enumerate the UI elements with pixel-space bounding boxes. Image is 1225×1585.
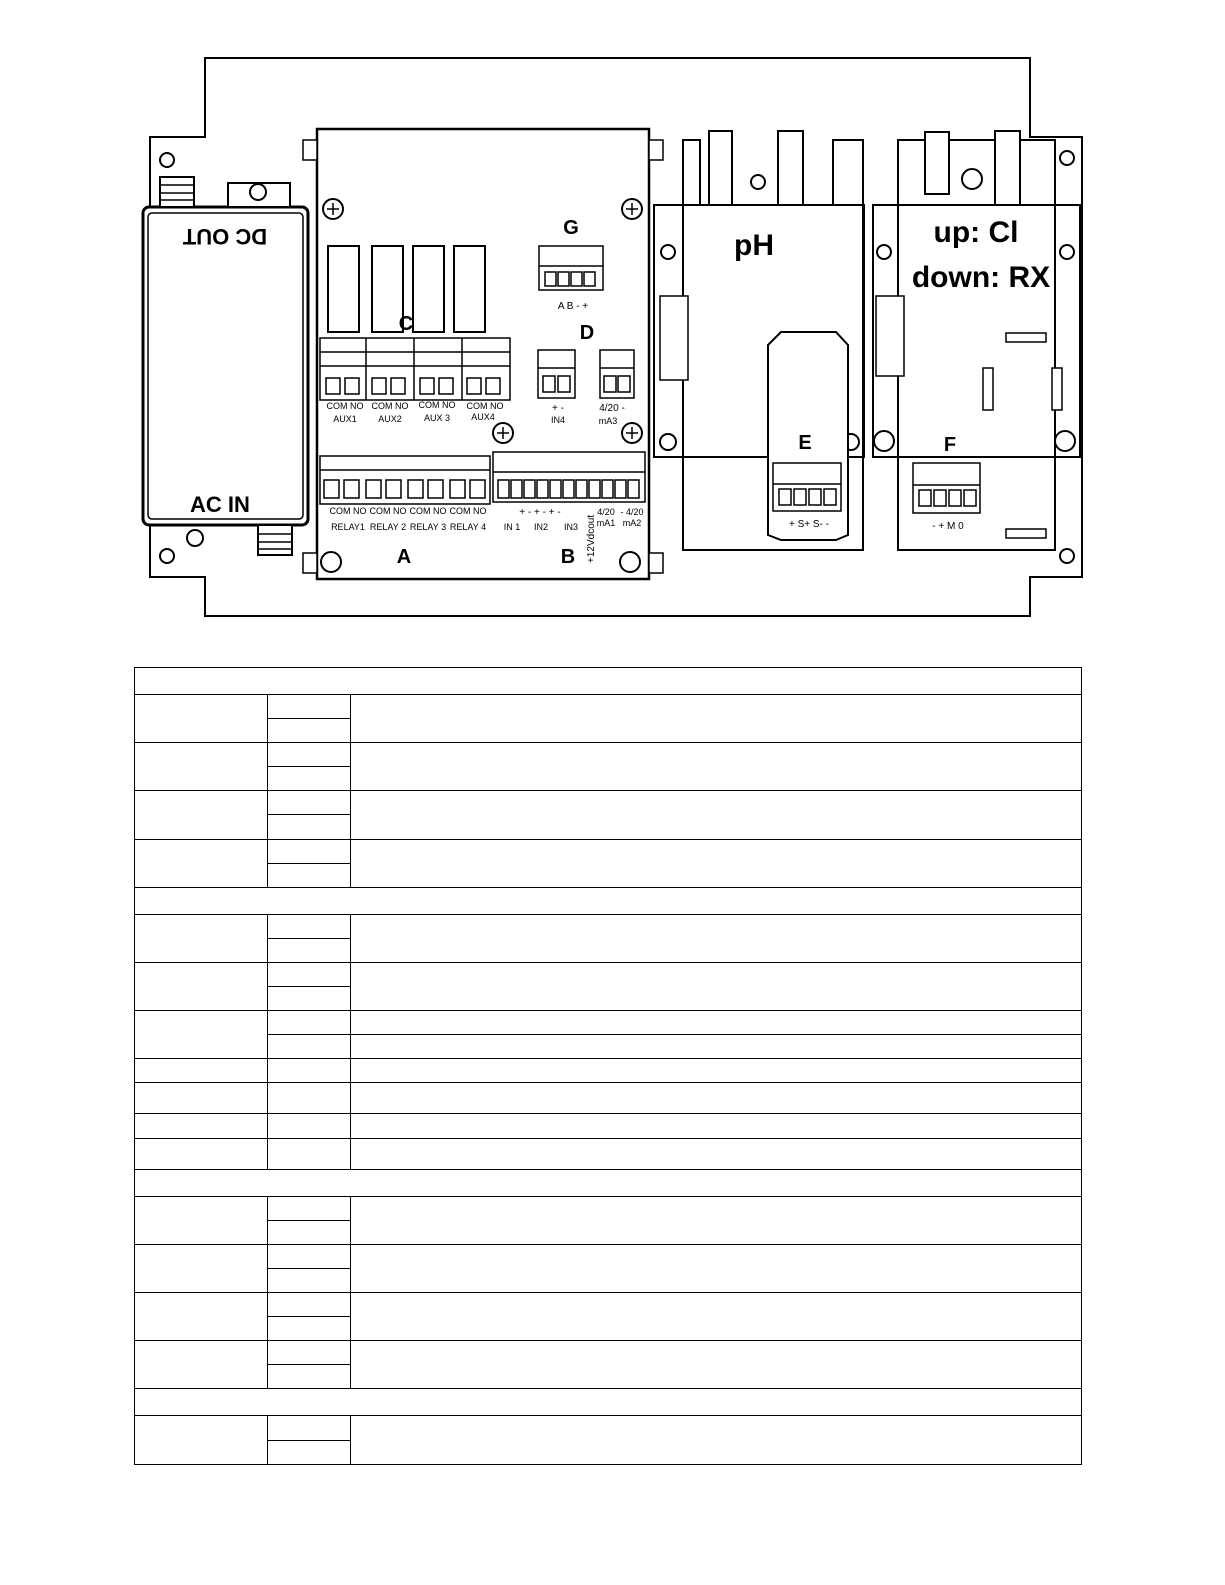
table-cell (268, 1220, 351, 1244)
ma3-pins: 4/20 - (599, 403, 625, 414)
table-cell (135, 1114, 268, 1138)
mount-hole-icon (661, 245, 675, 259)
table-cell (268, 791, 351, 815)
table-cell (268, 1244, 351, 1268)
screw-icon (874, 431, 894, 451)
table-cell (135, 839, 268, 887)
in2-label: IN2 (533, 522, 549, 532)
ma3-label: mA3 (598, 416, 618, 426)
b-polarity: + - + - + - (519, 507, 561, 518)
ma1-range: 4/20 (597, 507, 615, 517)
12vdc-out-label: +12Vdcout (586, 514, 597, 563)
table-cell (351, 1035, 1082, 1059)
aux1-label: AUX1 (333, 414, 357, 424)
aux3-terminals: COM NO (418, 400, 456, 410)
section-f-label: F (943, 434, 957, 456)
aux3-label: AUX 3 (423, 413, 451, 423)
ma1-label: mA1 (596, 518, 616, 528)
g-pins: A B - + (557, 301, 589, 312)
table-cell (135, 1011, 268, 1059)
table-cell (268, 938, 351, 962)
mount-hole-icon (1060, 245, 1074, 259)
table-cell (351, 1114, 1082, 1138)
relay4-terminals: COM NO (449, 506, 487, 516)
in4-connector (538, 350, 575, 398)
table-cell (268, 767, 351, 791)
section-b-label: B (560, 546, 576, 568)
table-cell (268, 1138, 351, 1169)
table-cell (135, 1196, 268, 1244)
table-section-header (135, 1169, 1082, 1196)
table-cell (268, 863, 351, 887)
wiring-diagram (0, 0, 1225, 660)
ma2-range: - 4/20 (620, 507, 644, 517)
table-cell (135, 914, 268, 962)
table-cell (351, 914, 1082, 962)
mount-hole-icon (1060, 549, 1074, 563)
screw-icon (660, 434, 676, 450)
table-cell (135, 1341, 268, 1389)
in4-pins: + - (552, 403, 564, 414)
aux4-label: AUX4 (471, 412, 495, 422)
table-cell (135, 1244, 268, 1292)
table-cell (351, 962, 1082, 1010)
table-cell (135, 743, 268, 791)
cl-rx-probe-connector (913, 463, 980, 513)
aux1-terminals: COM NO (326, 401, 364, 411)
table-cell (268, 1293, 351, 1317)
rs485-connector (539, 246, 603, 290)
in3-label: IN3 (563, 522, 579, 532)
table-cell (268, 1114, 351, 1138)
screw-icon (1055, 431, 1075, 451)
screw-icon (187, 530, 203, 546)
main-board (303, 129, 663, 579)
section-d-label: D (579, 322, 595, 344)
relay1-label: RELAY1 (331, 522, 365, 532)
table-cell (351, 839, 1082, 887)
aux2-terminals: COM NO (371, 401, 409, 411)
section-e-label: E (798, 432, 812, 454)
table-section-header (135, 887, 1082, 914)
table-cell (268, 1440, 351, 1464)
table-cell (268, 914, 351, 938)
mount-hole-icon (160, 549, 174, 563)
relay3-label: RELAY 3 (409, 522, 447, 532)
cl-module-title: up: Cl (933, 216, 1019, 249)
rx-module-title: down: RX (911, 261, 1051, 294)
ph-module-title: pH (734, 229, 774, 262)
table-cell (268, 1416, 351, 1440)
screw-icon (962, 169, 982, 189)
table-cell (351, 1196, 1082, 1244)
table-section-header (135, 1389, 1082, 1416)
table-cell (268, 743, 351, 767)
table-cell (351, 1341, 1082, 1389)
table-cell (351, 1011, 1082, 1035)
wiring-table (134, 667, 1082, 1465)
relay1-terminals: COM NO (329, 506, 367, 516)
section-g-label: G (563, 217, 579, 239)
aux2-label: AUX2 (378, 414, 402, 424)
mount-hole-icon (877, 245, 891, 259)
table-cell (268, 1011, 351, 1035)
table-cell (351, 1293, 1082, 1341)
relay-component (328, 246, 359, 332)
table-cell (135, 1416, 268, 1465)
table-cell (135, 1059, 268, 1083)
table-cell (268, 1196, 351, 1220)
table-cell (268, 1365, 351, 1389)
table-cell (351, 1138, 1082, 1169)
power-supply (143, 177, 308, 555)
relay-component (454, 246, 485, 332)
relay-terminal-block (320, 456, 490, 504)
in1-label: IN 1 (503, 522, 521, 532)
table-cell (268, 1059, 351, 1083)
aux4-terminals: COM NO (466, 401, 504, 411)
table-cell (351, 1244, 1082, 1292)
relay2-terminals: COM NO (369, 506, 407, 516)
screw-icon (751, 175, 765, 189)
table-cell (268, 695, 351, 719)
table-cell (268, 1083, 351, 1114)
section-a-label: A (396, 546, 412, 568)
cl-rx-module (873, 131, 1080, 550)
relay4-label: RELAY 4 (449, 522, 487, 532)
screw-icon (250, 184, 266, 200)
table-cell (268, 719, 351, 743)
table-cell (268, 1317, 351, 1341)
relay-component (413, 246, 444, 332)
table-cell (268, 839, 351, 863)
f-pins: - + M 0 (932, 521, 964, 532)
ma2-label: mA2 (622, 518, 642, 528)
in4-label: IN4 (550, 415, 566, 425)
mount-hole-icon (1060, 151, 1074, 165)
table-cell (268, 987, 351, 1011)
section-c-label: C (398, 313, 414, 335)
e-pins: + S+ S- - (788, 519, 830, 530)
screw-icon (620, 552, 640, 572)
relay2-label: RELAY 2 (369, 522, 407, 532)
table-cell (135, 695, 268, 743)
mount-hole-icon (160, 153, 174, 167)
table-cell (351, 1083, 1082, 1114)
table-cell (351, 1059, 1082, 1083)
table-cell (135, 1083, 268, 1114)
table-cell (351, 695, 1082, 743)
table-cell (135, 791, 268, 839)
table-cell (351, 743, 1082, 791)
table-cell (268, 815, 351, 839)
table-cell (135, 1293, 268, 1341)
table-cell (135, 1138, 268, 1169)
ph-probe-connector (773, 463, 841, 511)
aux-terminal-block (320, 338, 510, 400)
table-cell (135, 962, 268, 1010)
table-cell (268, 1035, 351, 1059)
table-section-header (135, 668, 1082, 695)
input-terminal-block (493, 452, 645, 502)
table-cell (351, 791, 1082, 839)
relay3-terminals: COM NO (409, 506, 447, 516)
table-cell (268, 1268, 351, 1292)
table-cell (268, 1341, 351, 1365)
ma3-connector (600, 350, 634, 398)
ac-in-label: AC IN (190, 492, 250, 517)
table-cell (351, 1416, 1082, 1465)
ph-module (654, 131, 864, 550)
dc-out-label: DC OUT (182, 224, 268, 249)
table-cell (268, 962, 351, 986)
screw-icon (321, 552, 341, 572)
